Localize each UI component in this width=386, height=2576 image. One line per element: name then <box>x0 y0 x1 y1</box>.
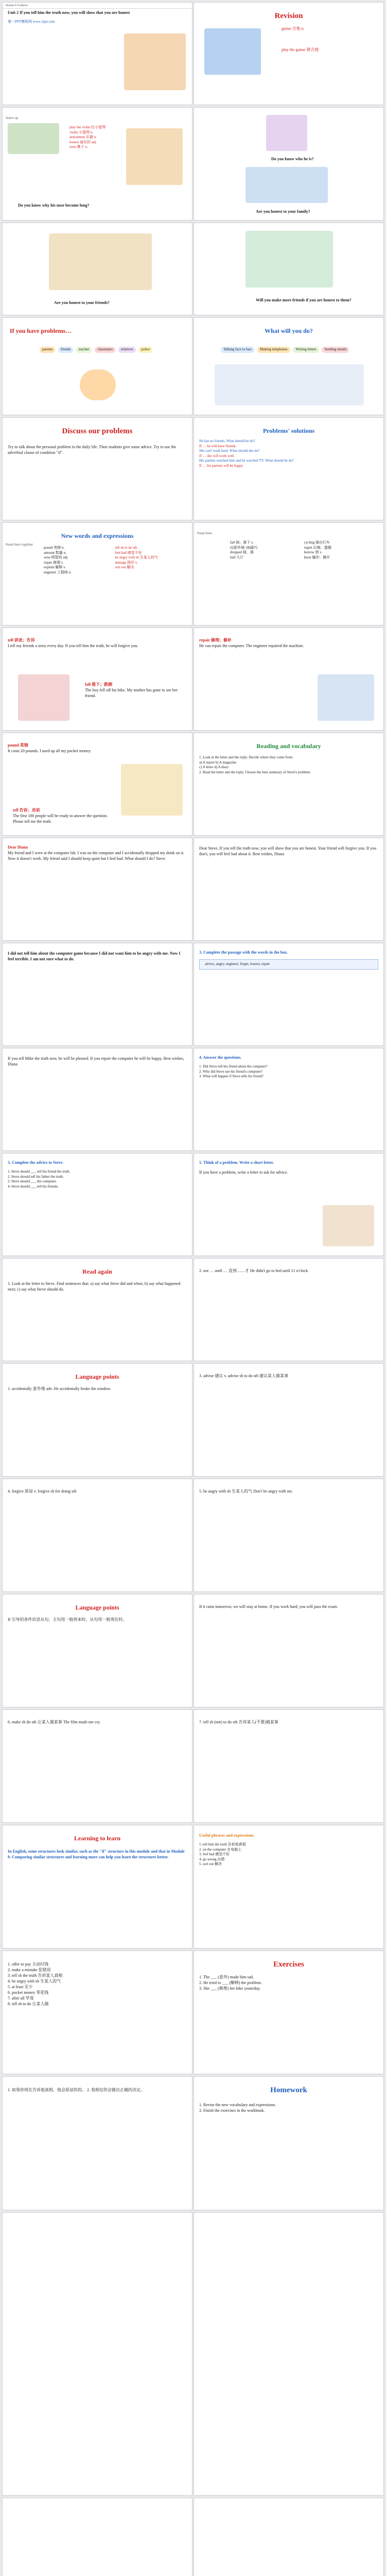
answer-title: 4. Answer the questions. <box>199 1055 242 1060</box>
solution-line-4: If … she will work well. <box>199 453 235 458</box>
slide-language-points <box>2 1363 192 1477</box>
language-point-4: 4. forgive 原谅 v. forgive sb for doing sth <box>8 1489 77 1494</box>
problems-title: If you have problems… <box>10 327 72 334</box>
slide-read-words <box>194 522 384 625</box>
group-image <box>245 231 333 287</box>
task-options-1: a) A report b) A magazine <box>199 760 237 765</box>
slide-complete-passage <box>194 943 384 1046</box>
pound-image <box>121 764 183 816</box>
complete-passage-title: 3. Complete the passage with the words in the box. <box>199 950 288 955</box>
solution-line-3: She can't work hard. What should she do? <box>199 449 260 453</box>
slide-advise <box>194 1363 384 1477</box>
phrase-item-7: 7. after all 毕竟 <box>8 1996 34 2001</box>
word-c: dropped 掉，落 <box>230 550 254 554</box>
slide-forgive <box>2 1479 192 1592</box>
solution-line-2: If … he will have friends. <box>199 444 237 448</box>
phrase-3: 3. feel bad 感觉不好 <box>199 1852 230 1856</box>
caption-5: nose 鼻子 n. <box>69 145 88 149</box>
read-again-title: Read again <box>82 1268 112 1275</box>
violin-image <box>8 123 59 154</box>
slide-learning-to-learn <box>2 1825 192 1948</box>
phrase-item-8: 8. tell sb to do 让某人做 <box>8 2002 49 2006</box>
slide-module: Module 6 Problems <box>3 3 192 9</box>
slide-reading <box>194 733 384 836</box>
word-e: cycling 骑自行车 <box>304 540 330 545</box>
what-title: What will you do? <box>265 327 313 334</box>
language-point-6: 6. make sb do sth 让某人做某事 The film made me cry. <box>8 1720 101 1724</box>
caption-3: instrument 乐器 n. <box>69 135 97 139</box>
word-1: pound 英镑 n. <box>44 546 65 550</box>
word-g: borrow 借 v. <box>304 550 323 554</box>
language-point-7: 7. tell sb (not) to do sth 告诉某人(不要)做某事 <box>199 1720 278 1724</box>
word-friends: friends <box>58 347 73 353</box>
word-2: amount 数量 n. <box>44 550 66 555</box>
exercise-3: 3. She ___ (修理) her bike yesterday. <box>199 1986 261 1991</box>
tell2-text: The first 100 people will be ready to answer the question. Please tell me the truth. <box>13 814 108 824</box>
solution-line-5: His parents watched him and he watched TV. What should he do? <box>199 459 294 463</box>
question-2: 2. Why did Steve use his friend's computer? <box>199 1069 263 1074</box>
phrase-item-6: 6. pocket money 零花钱 <box>8 1990 49 1995</box>
person-image <box>266 115 307 151</box>
question-1: 1. Did Steve tell his friend about the computer? <box>199 1064 268 1069</box>
fall-text: The boy fell off his bike. My mother has gone to see her friend. <box>85 688 178 698</box>
fall-title: fall 落下；跌倒 <box>85 682 113 687</box>
slide-problems <box>2 317 192 415</box>
option-letters: Writing letters <box>293 347 319 353</box>
revision-title: Revision <box>274 12 303 20</box>
word-b: (Ⅰ)意外地/ (Ⅱ)碰巧 <box>230 545 258 550</box>
nose-question: Do you know why his nose become long? <box>18 203 90 208</box>
word-police: police <box>138 347 152 353</box>
slide-pound <box>2 733 192 836</box>
slide-extra-right <box>194 2212 384 2496</box>
phrase-1: 1. tell him the truth 告诉他真相 <box>199 1842 246 1846</box>
advice-3: 3. Steve should ___ the computer. <box>8 1179 57 1183</box>
slide-title-text: Unit 2 If you tell him the truth now, you will show that you are honest <box>8 10 130 15</box>
feel-terrible-text: I did not tell him about the computer game because I did not want him to be angry with me. Now I feel terrible. I am not sure what to do. <box>8 951 181 961</box>
task-1: 1. Look at the letter and the reply. Decide where they come from. <box>199 755 293 759</box>
option-face: Talking face to face <box>221 347 254 353</box>
slide-read-again <box>2 1258 192 1361</box>
family-image <box>245 167 328 203</box>
slide-translate <box>2 2076 192 2210</box>
reply-text: Dear Steve, If you tell the truth now, you will show that you are honest. Your friend will forgive you. If you don't, you will feel bad about it. Best wishes, Diana <box>199 846 377 856</box>
homework-2: 2. Finish the exercises in the workbook. <box>199 2108 265 2113</box>
slide-feel-terrible <box>2 943 192 1046</box>
slide-extra-right-2 <box>194 2498 384 2576</box>
slide-what-will-you-do <box>194 317 384 415</box>
advice-title: 3. Complete the advice to Steve. <box>8 1160 64 1165</box>
write-letter-text: If you have a problem, write a letter to ask for advice. <box>199 1170 288 1175</box>
slide-honest-friends <box>2 223 192 315</box>
slide-discuss <box>2 417 192 520</box>
repair-image <box>318 674 374 721</box>
slide-think-problem <box>194 1258 384 1361</box>
dear-diana-title: Dear Diana <box>8 845 28 850</box>
phrase-item-3: 3. tell sb the truth 告诉某人真相 <box>8 1973 63 1978</box>
word-d: hall 大厅 <box>230 555 244 560</box>
if-clause-title: Language points <box>75 1604 119 1611</box>
question-friends: Are you honest to your friends? <box>54 300 110 305</box>
tell2-title: tell 告诉；劝说 <box>13 808 40 812</box>
slide-if-clause <box>2 1594 192 1707</box>
slide-honest-family <box>194 107 384 221</box>
option-phone: Making telephones <box>257 347 290 353</box>
site-name: 第一PPT模板网 www.1ppt.com <box>8 20 55 24</box>
learning-title: Learning to learn <box>74 1835 120 1842</box>
language-point-1: 1. accidentally 意外地 adv. He accidentally broke the window. <box>8 1386 111 1391</box>
revision-item-1: guitar 吉他 n. <box>282 26 305 31</box>
pound-text: It costs 20 pounds. I used up all my pocket money. <box>8 749 92 753</box>
slide-answer-questions <box>194 1048 384 1151</box>
phrase-5: 5. sort out 解决 <box>199 1862 222 1866</box>
learning-text: In English, some structures look similar, such as the "if" structure in this module and that in Module 9. Comparing similar structures and learning more can help you learn the structures better. <box>8 1849 185 1859</box>
new-words-title: New words and expressions <box>61 532 134 539</box>
read-again-text: 1. Look at the letter to Steve. Find sentences that: a) say what Steve did and when; b) say what happened next; c) say what Steve should do. <box>8 1281 181 1292</box>
advice-4: 4. Steve should ___ tell his friends. <box>8 1184 59 1189</box>
letter-image <box>323 1205 374 1246</box>
caption-2: violin 小提琴 n. <box>69 130 94 134</box>
slide-reply <box>194 838 384 941</box>
word-f: regret 后悔，遗憾 <box>304 545 331 550</box>
word-classmates: classmates <box>95 347 115 353</box>
slide-best-wishes <box>2 1048 192 1151</box>
pinocchio-image <box>126 128 183 185</box>
if-examples-text: If it rains tomorrow, we will stay at home. If you work hard, you will pass the exam. <box>199 1604 338 1609</box>
word-box: advice, angry, engineer, forget, honest, repair <box>199 959 378 970</box>
slide-warm-up <box>2 107 192 221</box>
center-circle-image <box>80 369 116 400</box>
communication-image <box>215 364 364 405</box>
slide-useful-phrases <box>194 1825 384 1948</box>
friends-image <box>49 233 152 290</box>
guitar-image <box>204 28 261 75</box>
caption-4: honest 诚实的 adj. <box>69 140 97 144</box>
translate-text: 1. 如果你现在告诉他真相，他会原谅你的。 2. 我相信你会做出正确的决定。 <box>8 2088 145 2092</box>
slide-angry <box>194 1479 384 1592</box>
slide-new-words <box>2 522 192 625</box>
exercise-2: 2. He tried to ___ (解释) the problem. <box>199 1980 262 1985</box>
word-relatives: relatives <box>118 347 136 353</box>
slide-tell-2 <box>194 628 384 731</box>
slide-homework <box>194 2076 384 2210</box>
slide-solutions <box>194 417 384 520</box>
advice-1: 1. Steve should ___ tell his friend the truth. <box>8 1170 71 1174</box>
slide-exercises <box>194 1951 384 2074</box>
language-point-5: 5. be angry with sb 生某人的气 Don't be angry with me. <box>199 1489 293 1494</box>
pound-title: pound 英镑 <box>8 743 28 748</box>
word-10: damage 损坏 v. <box>115 560 138 565</box>
word-h: burst 爆炸；撕开 <box>304 555 330 560</box>
slide-phrase-list <box>2 1951 192 2074</box>
best-wishes-text: If you tell Mike the truth now, he will be pleased. If you repair the computer he will be happy. Best wishes, Diana <box>8 1056 184 1066</box>
word-6: engineer 工程师 n. <box>44 570 72 574</box>
word-4: repair 修理 v. <box>44 560 64 565</box>
homework-1: 1. Revise the new vocabulary and expressions. <box>199 2103 276 2107</box>
phrases-title: Useful phrases and expressions <box>199 1833 254 1838</box>
dear-diana-text: My friend and I were at the computer lab. I was on the computer and I accidentally dropped my drink on it. Now it doesn't work. My friend said I should keep quiet but I feel bad. What should I do? Steve <box>8 851 185 861</box>
language-point-3: 3. advise 建议 v. advise sb to do sth 建议某人做某事 <box>199 1374 289 1378</box>
phrase-item-1: 1. offer to pay 主动付钱 <box>8 1962 49 1967</box>
question-family: Are you honest to your family? <box>256 209 310 214</box>
word-9: be angry with sb 生某人的气 <box>115 555 158 560</box>
write-letter-title: 5. Think of a problem. Write a short letter. <box>199 1160 274 1165</box>
repair-text: He can repair the computer. The engineer repaired the machine. <box>199 643 304 648</box>
task-2: 2. Read the letter and the reply. Choose the best summary of Steve's problem. <box>199 770 311 774</box>
word-teacher: teacher <box>76 347 92 353</box>
solution-line-1: He has no friends. What should he do? <box>199 439 255 443</box>
phrase-4: 4. go wrong 出错 <box>199 1857 225 1861</box>
slide-revision <box>194 2 384 105</box>
slide-dear-diana <box>2 838 192 941</box>
word-parents: parents <box>40 347 55 353</box>
exercise-1: 1. The ___ (意外) made him sad. <box>199 1975 254 1979</box>
option-emails: Sending emails <box>322 347 349 353</box>
reading-title: Reading and vocabulary <box>256 742 321 750</box>
repair-title: repair 修理；修补 <box>199 638 232 642</box>
discuss-title: Discuss our problems <box>62 427 133 435</box>
slide-more-friends <box>194 223 384 315</box>
phrase-item-4: 4. be angry with sb 生某人的气 <box>8 1979 61 1984</box>
if-clause-text: If 引导的条件状语从句，主句用一般将来时，从句用一般现在时。 <box>8 1617 127 1622</box>
word-7: tell sb to do sth <box>115 546 137 550</box>
exercises-title: Exercises <box>273 1960 304 1969</box>
slide-extra-left-2 <box>2 2498 192 2576</box>
read-together-label: Read them together <box>6 544 33 547</box>
question-who: Do you know who he is? <box>271 157 314 161</box>
slide-write-letter <box>194 1153 384 1256</box>
slide-advice-steve <box>2 1153 192 1256</box>
phrase-item-2: 2. make a mistake 犯错误 <box>8 1968 51 1972</box>
slide-if-examples <box>194 1594 384 1707</box>
solutions-title: Problems' solutions <box>262 427 315 434</box>
homework-title: Homework <box>270 2086 307 2094</box>
question-more-friends: Will you make more friends if you are honest to them? <box>256 298 352 302</box>
language-points-title: Language points <box>75 1373 119 1380</box>
word-8: feel bad 感觉不好 <box>115 550 142 555</box>
phrase-2: 2. on the computer 在电脑上 <box>199 1847 242 1852</box>
slide-tell-sb <box>194 1709 384 1823</box>
word-3: wise 明智的 adj. <box>44 555 68 560</box>
slide-make-sb <box>2 1709 192 1823</box>
slide-title <box>2 2 192 105</box>
cartoon-image <box>124 33 186 90</box>
advice-2: 2. Steve should tell his father the truth. <box>8 1174 64 1179</box>
slide-extra-left <box>2 2212 192 2496</box>
language-point-2: 2. not … until … 直到……才 He didn't go to bed until 11 o'clock. <box>199 1268 309 1273</box>
phrase-item-5: 5. at least 至少 <box>8 1985 33 1989</box>
warm-up-label: Warm up <box>6 117 19 120</box>
solution-line-6: If … his parents will be happy. <box>199 463 244 468</box>
read-label: Read them <box>197 532 213 535</box>
tell-image <box>18 674 69 721</box>
word-5: explain 解释 v. <box>44 565 66 569</box>
revision-item-2: play the guitar 弹吉他 <box>282 47 319 52</box>
slide-tell <box>2 628 192 731</box>
task-options-2: c) A letter d) A diary <box>199 765 229 769</box>
question-3: 3. What will happen if Steve tells his friend? <box>199 1074 264 1078</box>
word-a: fall 掉；落下 v. <box>230 540 254 545</box>
tell-text: I tell my friends a story every day. If you tell him the truth, he will forgive you. <box>8 643 138 648</box>
word-11: sort out 解决 <box>115 565 134 569</box>
caption-1: play the violin 拉小提琴 <box>69 125 106 129</box>
discuss-text: Try to talk about the personal problem in the daily life. Then students give some advice. Try to use the adverbial clause of condition "if". <box>8 445 177 455</box>
tell-title: tell 讲述；告诉 <box>8 638 35 642</box>
